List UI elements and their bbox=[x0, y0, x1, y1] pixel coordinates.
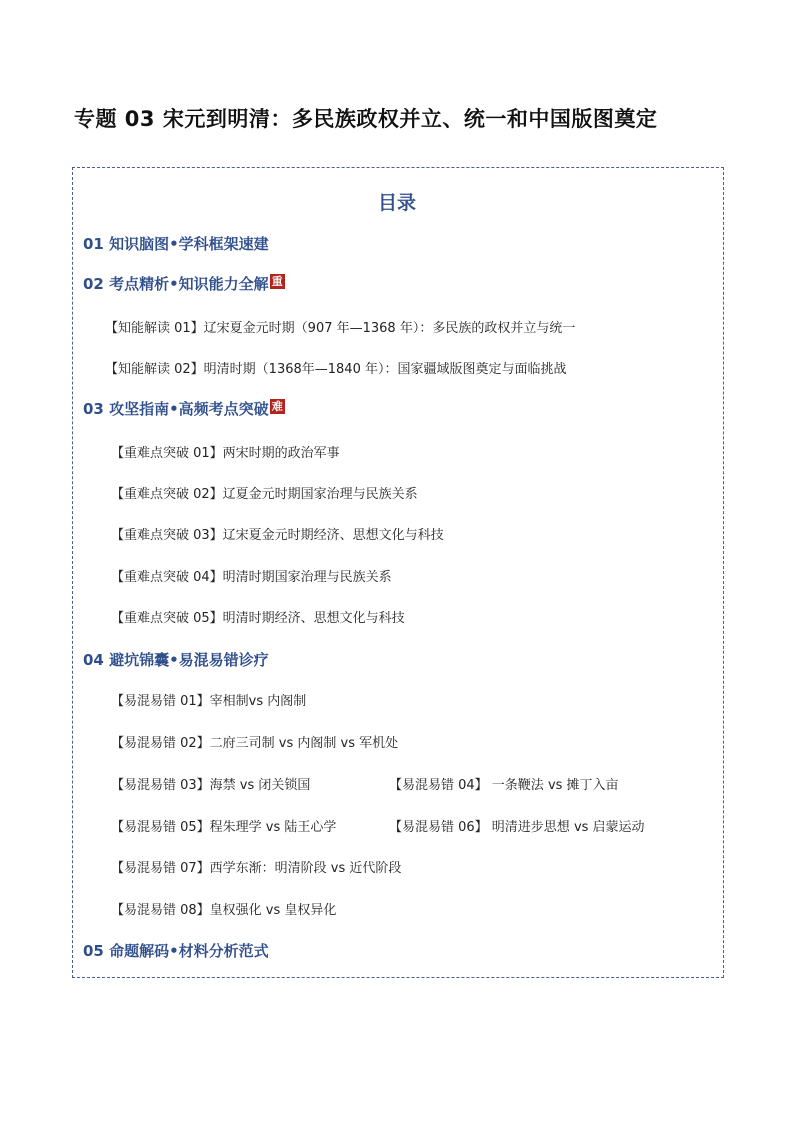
toc-item[interactable]: 【重难点突破 04】明清时期国家治理与民族关系 bbox=[111, 570, 392, 585]
toc-item[interactable]: 【易混易错 01】宰相制vs 内阁制 bbox=[111, 694, 307, 709]
toc-item[interactable]: 【易混易错 08】皇权强化 vs 皇权异化 bbox=[111, 903, 337, 918]
toc-item[interactable]: 【重难点突破 01】两宋时期的政治军事 bbox=[111, 446, 340, 461]
toc-item[interactable]: 【知能解读 02】明清时期（1368年—1840 年）：国家疆域版图奠定与面临挑战 bbox=[105, 362, 567, 377]
toc-item[interactable]: 【重难点突破 02】辽夏金元时期国家治理与民族关系 bbox=[111, 487, 418, 502]
document-title: 专题 03 宋元到明清：多民族政权并立、统一和中国版图奠定 bbox=[74, 107, 658, 131]
toc-item[interactable]: 【易混易错 06】 明清进步思想 vs 启蒙运动 bbox=[389, 820, 645, 835]
toc-section-03[interactable] bbox=[83, 398, 285, 419]
toc-item[interactable]: 【重难点突破 05】明清时期经济、思想文化与科技 bbox=[111, 611, 405, 626]
section-label: 05 命题解码•材料分析范式 bbox=[83, 942, 269, 960]
toc-item[interactable]: 【易混易错 03】海禁 vs 闭关锁国 bbox=[111, 778, 311, 793]
toc-section-04[interactable] bbox=[83, 649, 269, 670]
toc-item[interactable]: 【重难点突破 03】辽宋夏金元时期经济、思想文化与科技 bbox=[111, 528, 444, 543]
toc-heading: 目录 bbox=[377, 192, 416, 214]
toc-section-02[interactable] bbox=[83, 273, 285, 294]
toc-item[interactable]: 【易混易错 05】程朱理学 vs 陆王心学 bbox=[111, 820, 337, 835]
toc-section-01[interactable] bbox=[83, 233, 269, 254]
key-point-badge: 重 bbox=[271, 275, 283, 288]
section-label: 03 攻坚指南•高频考点突破 bbox=[83, 400, 269, 418]
section-label: 04 避坑锦囊•易混易错诊疗 bbox=[83, 651, 269, 669]
section-label: 01 知识脑图•学科框架速建 bbox=[83, 235, 269, 253]
toc-section-05[interactable] bbox=[83, 940, 269, 961]
section-label: 02 考点精析•知识能力全解 bbox=[83, 275, 269, 293]
toc-item[interactable]: 【易混易错 02】二府三司制 vs 内阁制 vs 军机处 bbox=[111, 736, 399, 751]
toc-item[interactable]: 【知能解读 01】辽宋夏金元时期（907 年—1368 年）：多民族的政权并立与统一 bbox=[105, 321, 576, 336]
toc-item[interactable]: 【易混易错 04】 一条鞭法 vs 摊丁入亩 bbox=[389, 778, 619, 793]
difficult-badge: 难 bbox=[271, 400, 283, 413]
toc-item[interactable]: 【易混易错 07】西学东渐：明清阶段 vs 近代阶段 bbox=[111, 861, 402, 876]
